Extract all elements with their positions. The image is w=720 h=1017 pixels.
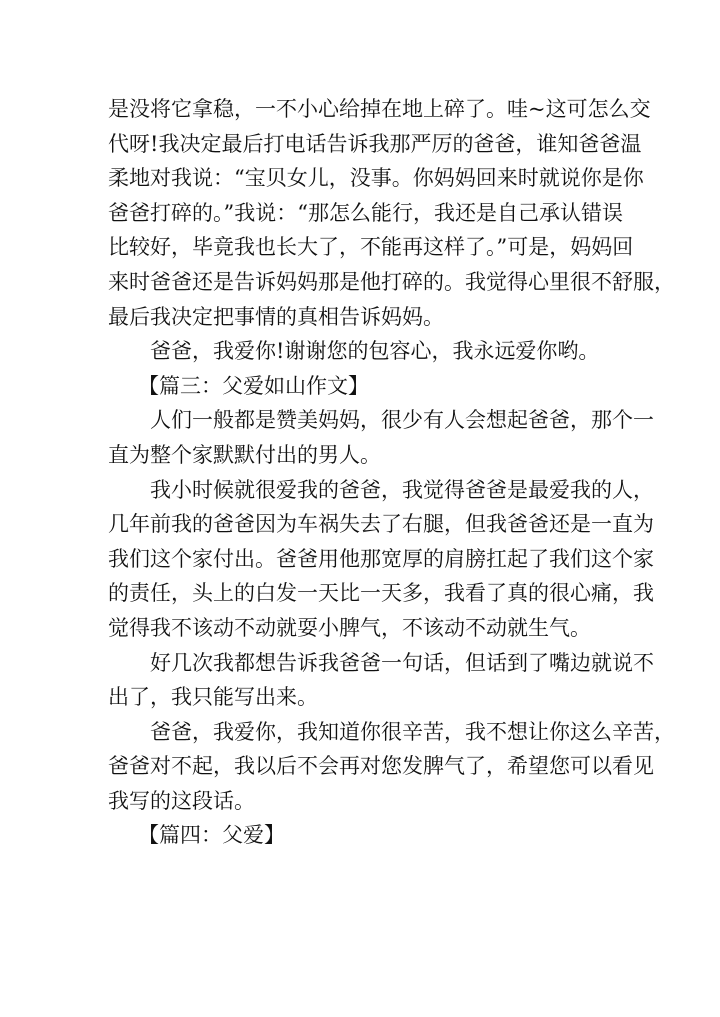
paragraph	[108, 403, 654, 472]
text-line: 人们一般都是赞美妈妈，很少有人会想起爸爸，那个一	[150, 408, 654, 433]
text-line: 是没将它拿稳，一不小心给掉在地上碎了。哇~这可怎么交	[108, 97, 651, 121]
text-line: 代呀!我决定最后打电话告诉我那严厉的爸爸，谁知爸爸温	[108, 131, 642, 156]
text-line: 爸爸，我爱你!谢谢您的包容心，我永远爱你哟。	[150, 339, 600, 364]
text-line: 好几次我都想告诉我爸爸一句话，但话到了嘴边就说不	[150, 650, 654, 675]
heading-text: 【篇三：父爱如山作文】	[138, 373, 369, 398]
section-heading	[108, 369, 618, 404]
text-line: 觉得我不该动不动就耍小脾气，不该动不动就生气。	[108, 615, 591, 640]
text-line: 的责任，头上的白发一天比一天多，我看了真的很心痛，我	[108, 581, 654, 606]
text-line: 几年前我的爸爸因为车祸失去了右腿，但我爸爸还是一直为	[108, 512, 654, 537]
text-line: 爸爸，我爱你，我知道你很辛苦，我不想让你这么辛苦，	[150, 719, 675, 744]
text-line: 我小时候就很爱我的爸爸，我觉得爸爸是最爱我的人，	[150, 477, 654, 502]
text-line: 爸爸打碎的。”我说：“那怎么能行，我还是自己承认错误	[108, 200, 623, 225]
text-line: 我写的这段话。	[108, 788, 255, 813]
text-line: 直为整个家默默付出的男人。	[108, 442, 381, 467]
paragraph	[108, 715, 675, 819]
document-page	[108, 92, 675, 853]
heading-text: 【篇四：父爱】	[138, 823, 285, 848]
text-line: 来时爸爸还是告诉妈妈那是他打碎的。我觉得心里很不舒服，	[108, 269, 675, 294]
text-line: 出了，我只能写出来。	[108, 685, 318, 710]
text-line: 柔地对我说：“宝贝女儿，没事。你妈妈回来时就说你是你	[108, 166, 644, 191]
section-heading	[108, 818, 618, 853]
paragraph	[108, 334, 618, 369]
text-line: 爸爸对不起，我以后不会再对您发脾气了，希望您可以看见	[108, 754, 654, 779]
paragraph	[108, 646, 654, 715]
paragraph	[108, 473, 654, 646]
paragraph	[108, 92, 675, 334]
text-line: 最后我决定把事情的真相告诉妈妈。	[108, 304, 444, 329]
text-line: 我们这个家付出。爸爸用他那宽厚的肩膀扛起了我们这个家	[108, 546, 654, 571]
text-line: 比较好，毕竟我也长大了，不能再这样了。”可是，妈妈回	[108, 235, 634, 260]
